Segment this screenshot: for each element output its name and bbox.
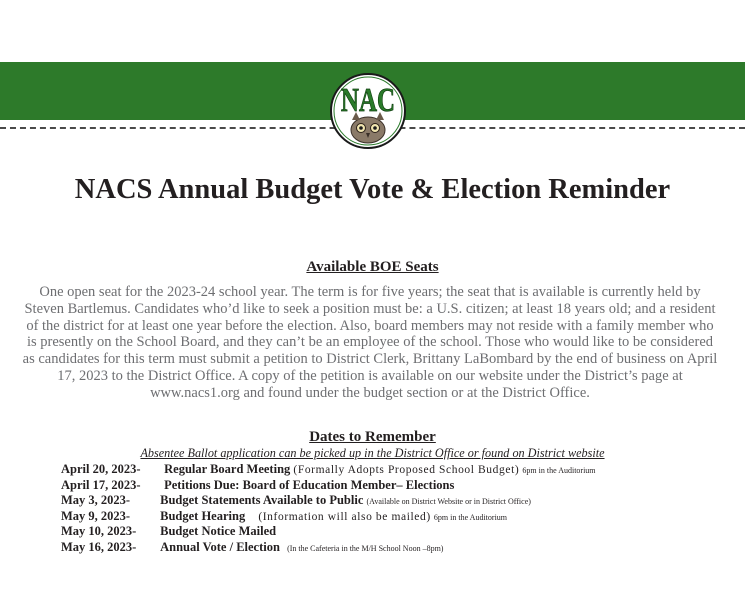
event: Budget Statements Available to Public (160, 493, 364, 507)
event-note: (Formally Adopts Proposed School Budget) (293, 464, 520, 476)
page-title: NACS Annual Budget Vote & Election Reminder (74, 174, 671, 205)
date-row (61, 478, 731, 494)
date: May 10, 2023- (61, 524, 137, 538)
event: Regular Board Meeting (164, 462, 291, 476)
event: Budget Notice Mailed (160, 524, 277, 538)
dates-list (61, 462, 731, 555)
date-row (61, 524, 731, 540)
date-row (61, 493, 731, 509)
event-small-note: 6pm in the Auditorium (522, 466, 596, 475)
boe-seats-heading: Available BOE Seats (306, 259, 439, 275)
event-small-note: (Available on District Website or in District Office) (366, 497, 531, 506)
date: April 20, 2023- (61, 462, 141, 476)
event-small-note: (In the Cafeteria in the M/H School Noon –8pm) (287, 543, 444, 553)
event-small-note: 6pm in the Auditorium (433, 512, 508, 522)
date-row (61, 462, 731, 478)
nac-logo (329, 72, 407, 150)
event-note: (Information will also be mailed) (258, 510, 431, 523)
event: Annual Vote / Election (160, 539, 280, 554)
boe-seats-paragraph: One open seat for the 2023-24 school year. The term is for five years; the seat that is available is currently held by Steven Bartlemus. Candidates who’d like to seek a position must be: a U.S. citizen; at least 18 years old; and a resident of the district for at least one year before the election. Also, board members may not reside with a family member who is presently on the School Board, and they can’t be an employee of the school. Those who would like to be considered as candidates for this term must submit a petition to District Clerk, Brittany LaBombard by the end of business on April 17, 2023 to the District Office. A copy of the petition is available on our website under the District’s page at www.nacs1.org and found under the budget section or at the District Office. (22, 284, 718, 401)
date-row (61, 509, 731, 525)
date: May 9, 2023- (61, 508, 131, 523)
dates-heading: Dates to Remember (309, 429, 436, 445)
date: May 3, 2023- (61, 493, 131, 507)
absentee-note: Absentee Ballot application can be picked up in the District Office or found on District website (140, 446, 605, 460)
date: April 17, 2023- (61, 477, 141, 492)
logo-text: NAC (340, 82, 396, 120)
event: Petitions Due: Board of Education Member– Elections (164, 477, 455, 492)
date-row (61, 540, 731, 556)
event: Budget Hearing (160, 508, 246, 523)
date: May 16, 2023- (61, 539, 137, 554)
